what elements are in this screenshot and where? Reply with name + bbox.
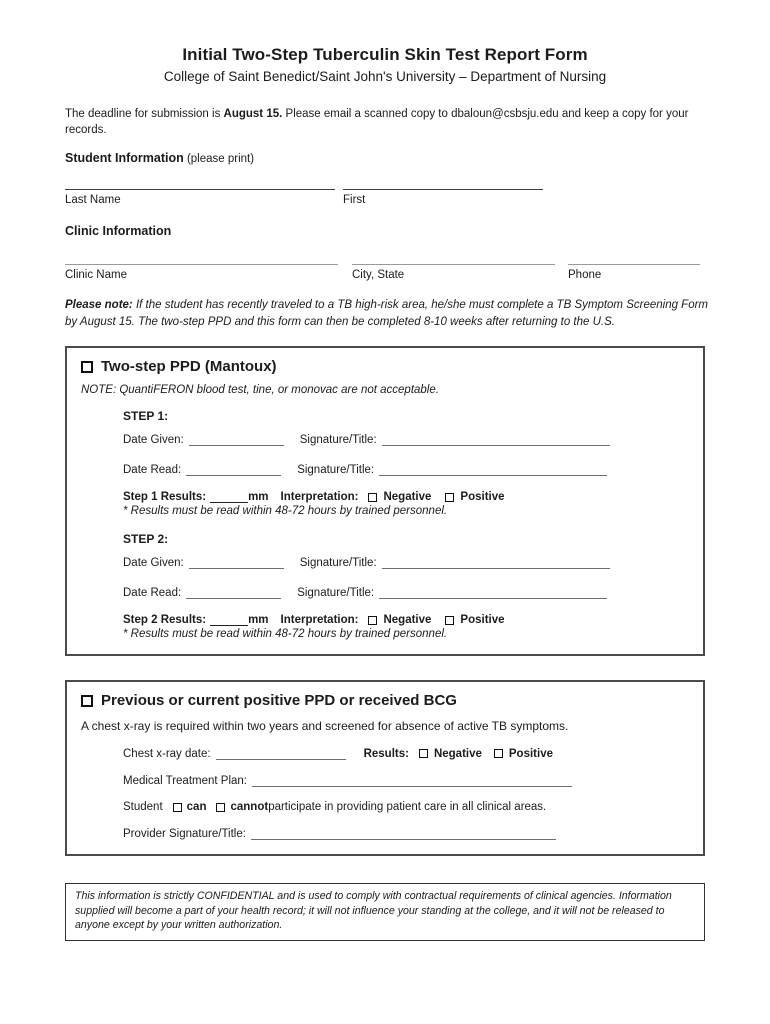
- step2-negative-checkbox[interactable]: [368, 616, 377, 625]
- step2-results-row: [123, 614, 689, 626]
- step1-read-signature-label: Signature/Title:: [297, 464, 375, 477]
- xray-results-label: Results:: [363, 747, 409, 760]
- step2-results-mm-field[interactable]: [210, 614, 248, 626]
- xray-positive-checkbox[interactable]: [494, 749, 503, 758]
- step1-given-signature-field[interactable]: [382, 433, 610, 446]
- step1-block: [123, 409, 689, 640]
- step2-date-given-row: [123, 556, 689, 569]
- phone-field[interactable]: [568, 264, 700, 281]
- student-cannot-label: cannot: [230, 801, 269, 814]
- step1-read-signature-field[interactable]: [379, 463, 607, 476]
- step1-results-label: Step 1 Results:: [123, 491, 207, 504]
- step1-footnote: * Results must be read within 48-72 hours by trained personnel.: [123, 505, 448, 518]
- page-title: Initial Two-Step Tuberculin Skin Test Report Form: [182, 45, 588, 64]
- step2-footnote: * Results must be read within 48-72 hours by trained personnel.: [123, 628, 448, 641]
- previous-ppd-bcg-title: Previous or current positive PPD or received BCG: [101, 692, 457, 710]
- page-subtitle: College of Saint Benedict/Saint John's University – Department of Nursing: [163, 69, 607, 85]
- step2-heading: STEP 2:: [123, 532, 169, 547]
- xray-negative-label: Negative: [433, 747, 482, 760]
- step1-positive-label: Positive: [460, 491, 505, 504]
- medical-treatment-plan-field[interactable]: [252, 774, 572, 787]
- step2-read-signature-field[interactable]: [379, 586, 607, 599]
- step1-mm-unit: mm: [248, 491, 269, 504]
- student-information-heading: [65, 151, 705, 165]
- first-name-field[interactable]: [343, 189, 543, 206]
- step2-date-read-label: Date Read:: [123, 587, 182, 600]
- deadline-date: August 15.: [223, 108, 283, 121]
- step1-heading: STEP 1:: [123, 409, 169, 424]
- previous-ppd-bcg-section: [65, 680, 705, 856]
- step1-positive-checkbox[interactable]: [445, 493, 454, 502]
- student-prefix-label: Student: [123, 801, 163, 814]
- clinic-name-blank-line[interactable]: [65, 264, 338, 265]
- chest-xray-date-label: Chest x-ray date:: [123, 747, 211, 760]
- xray-positive-label: Positive: [508, 747, 553, 760]
- step2-date-read-field[interactable]: [186, 586, 281, 599]
- city-state-field[interactable]: [352, 264, 555, 281]
- deadline-text-prefix: The deadline for submission is: [65, 108, 224, 121]
- step2-positive-checkbox[interactable]: [445, 616, 454, 625]
- step2-given-signature-field[interactable]: [382, 556, 610, 569]
- city-state-label: City, State: [352, 269, 405, 282]
- student-cannot-checkbox[interactable]: [216, 803, 225, 812]
- step2-mm-unit: mm: [248, 614, 269, 627]
- chest-xray-date-field[interactable]: [216, 747, 346, 760]
- student-information-heading-label: Student Information: [65, 151, 184, 166]
- step2-results-label: Step 2 Results:: [123, 614, 207, 627]
- two-step-ppd-title: Two-step PPD (Mantoux): [101, 358, 277, 376]
- last-name-label: Last Name: [65, 194, 121, 207]
- two-step-ppd-header: [81, 358, 689, 375]
- step2-date-read-row: [123, 586, 689, 599]
- student-can-checkbox[interactable]: [173, 803, 182, 812]
- provider-signature-row: [123, 827, 689, 840]
- two-step-ppd-checkbox[interactable]: [81, 361, 93, 373]
- first-name-label: First: [343, 194, 366, 207]
- clinic-name-field[interactable]: [65, 264, 338, 281]
- last-name-blank-line[interactable]: [65, 189, 335, 190]
- step2-date-given-label: Date Given:: [123, 557, 184, 570]
- step2-negative-label: Negative: [383, 614, 432, 627]
- student-can-label: can: [186, 801, 207, 814]
- deadline-paragraph: [65, 106, 717, 138]
- step1-negative-label: Negative: [383, 491, 432, 504]
- confidentiality-notice-box: [65, 883, 705, 941]
- travel-note-paragraph: [65, 297, 713, 330]
- city-state-blank-line[interactable]: [352, 264, 555, 265]
- bcg-fields-block: [123, 747, 689, 840]
- step2-given-signature-label: Signature/Title:: [299, 557, 377, 570]
- last-name-field[interactable]: [65, 189, 335, 206]
- clinic-fields-row: [65, 264, 705, 281]
- step1-date-given-label: Date Given:: [123, 434, 184, 447]
- previous-ppd-bcg-header: [81, 692, 689, 709]
- step1-negative-checkbox[interactable]: [368, 493, 377, 502]
- clinic-name-label: Clinic Name: [65, 269, 127, 282]
- deadline-text-suffix: Please email a scanned copy to dbaloun@csbsju.edu and keep a copy for your records.: [65, 108, 689, 137]
- step2-positive-label: Positive: [460, 614, 505, 627]
- ppd-note: NOTE: QuantiFERON blood test, tine, or monovac are not acceptable.: [81, 384, 439, 397]
- chest-xray-description: A chest x-ray is required within two years and screened for absence of active TB symptoms.: [81, 719, 569, 734]
- clinic-information-heading: Clinic Information: [65, 224, 172, 239]
- step1-date-given-field[interactable]: [189, 433, 284, 446]
- phone-blank-line[interactable]: [568, 264, 700, 265]
- first-name-blank-line[interactable]: [343, 189, 543, 190]
- step1-given-signature-label: Signature/Title:: [299, 434, 377, 447]
- step2-date-given-field[interactable]: [189, 556, 284, 569]
- step1-date-given-row: [123, 433, 689, 446]
- provider-signature-label: Provider Signature/Title:: [123, 828, 246, 841]
- step1-results-row: [123, 491, 689, 503]
- previous-ppd-bcg-checkbox[interactable]: [81, 695, 93, 707]
- travel-note-lead: Please note:: [65, 299, 133, 312]
- name-fields-row: [65, 189, 705, 206]
- chest-xray-row: [123, 747, 689, 760]
- phone-label: Phone: [568, 269, 602, 282]
- two-step-ppd-section: [65, 346, 705, 656]
- please-print-note: (please print): [183, 153, 255, 166]
- confidentiality-notice-text: This information is strictly CONFIDENTIAL and is used to comply with contractual requirements of clinical agencies. Information supplied will become a part of your health record; it will not influence your standing at the college, and it will not be released to anyone except by your written authorization.: [75, 890, 672, 932]
- step1-date-read-field[interactable]: [186, 463, 281, 476]
- travel-note-text: If the student has recently traveled to a TB high-risk area, he/she must complete a TB Symptom Screening Form by August 15. The two-step PPD and this form can then be completed 8-10 weeks after returning to the U.S.: [65, 299, 709, 328]
- student-suffix-text: participate in providing patient care in all clinical areas.: [268, 801, 547, 814]
- step2-interpretation-label: Interpretation:: [280, 614, 359, 627]
- step1-results-mm-field[interactable]: [210, 491, 248, 503]
- xray-negative-checkbox[interactable]: [419, 749, 428, 758]
- step2-read-signature-label: Signature/Title:: [297, 587, 375, 600]
- step1-date-read-row: [123, 463, 689, 476]
- step1-interpretation-label: Interpretation:: [280, 491, 359, 504]
- provider-signature-field[interactable]: [251, 827, 556, 840]
- medical-treatment-plan-row: [123, 774, 689, 787]
- medical-treatment-plan-label: Medical Treatment Plan:: [123, 775, 248, 788]
- student-participation-row: [123, 801, 689, 813]
- step1-date-read-label: Date Read:: [123, 464, 182, 477]
